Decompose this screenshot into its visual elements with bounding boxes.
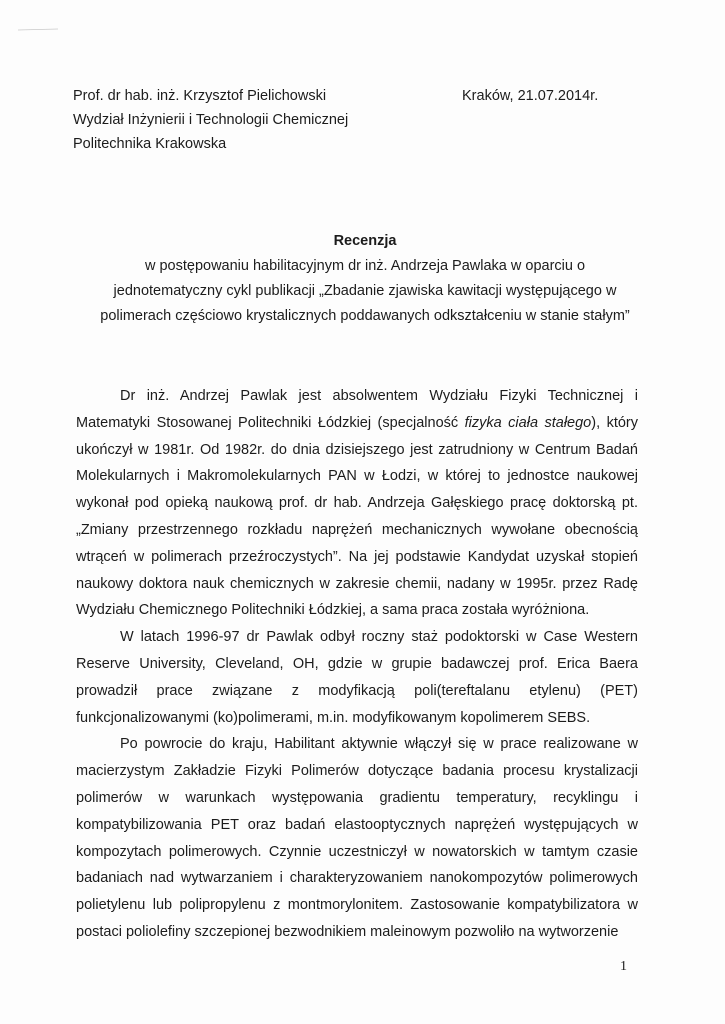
author-block [73, 84, 348, 156]
place-date: Kraków, 21.07.2014r. [462, 88, 599, 104]
review-title: Recenzja [333, 233, 397, 249]
paragraph-text: ), który ukończył w 1981r. Od 1982r. do dnia dzisiejszego jest zatrudniony w Centrum Badań Molekularnych i Makromolekularnych PAN w Łodzi, w której to jednostce naukowej wykonał pod opieką naukową prof. dr hab. Andrzeja Gałęskiego pracę doktorską pt. „Zmiany przestrzennego rozkładu naprężeń mechanicznych wywołane obecnością wtrąceń w polimerach przeźroczystych”. Na jej podstawie Kandydat uzyskał stopień naukowy doktora nauk chemicznych w zakresie chemii, nadany w 1995r. przez Radę Wydziału Chemicznego Politechniki Łódzkiej, a sama praca została wyróżniona. [76, 414, 639, 619]
page-number: 1 [620, 959, 627, 974]
body-paragraph-3: Po powrocie do kraju, Habilitant aktywnie włączył się w prace realizowane w macierzystym Zakładzie Fizyki Polimerów dotyczące badania procesu krystalizacji polimerów w warunkach występowania gradientu temperatury, recyklingu i kompatybilizowania PET oraz badań elastooptycznych naprężeń występujących w kompozytach polimerowych. Czynnie uczestniczył w nowatorskich w tamtym czasie badaniach nad wytwarzaniem i charakteryzowaniem nanokompozytów polimerowych polietylenu lub polipropylenu z montmorylonitem. Zastosowanie kompatybilizatora w postaci poliolefiny szczepionej bezwodnikiem maleinowym pozwoliło na wytworzenie [76, 736, 638, 940]
review-subtitle-line: jednotematyczny cykl publikacji „Zbadanie zjawiska kawitacji występującego w [113, 283, 617, 299]
paragraph-text: Dr inż. Andrzej Pawlak jest absolwentem Wydziału Fizyki Technicznej i Matematyki Stosowanej Politechniki Łódzkiej (specjalność [76, 388, 638, 431]
review-subtitle-line: polimerach częściowo krystalicznych poddawanych odkształceniu w stanie stałym” [100, 308, 630, 324]
author-department: Wydział Inżynierii i Technologii Chemicznej [73, 112, 349, 128]
review-subtitle-line: w postępowaniu habilitacyjnym dr inż. Andrzeja Pawlaka w oparciu o [144, 258, 586, 274]
review-body [76, 383, 638, 946]
author-university: Politechnika Krakowska [73, 136, 227, 152]
specialization-text: fizyka ciała stałego [464, 414, 592, 431]
scan-artifact [18, 25, 62, 33]
body-paragraph-1 [76, 383, 638, 624]
review-heading [60, 229, 670, 329]
body-paragraph-2: W latach 1996-97 dr Pawlak odbył roczny staż podoktorski w Case Western Reserve University, Cleveland, OH, gdzie w grupie badawczej prof. Erica Baera prowadził prace związane z modyfikacją poli(tereftalanu etylenu) (PET) funkcjonalizowanymi (ko)polimerami, m.in. modyfikowanym kopolimerem SEBS. [76, 629, 638, 726]
author-name: Prof. dr hab. inż. Krzysztof Pielichowski [73, 88, 327, 104]
